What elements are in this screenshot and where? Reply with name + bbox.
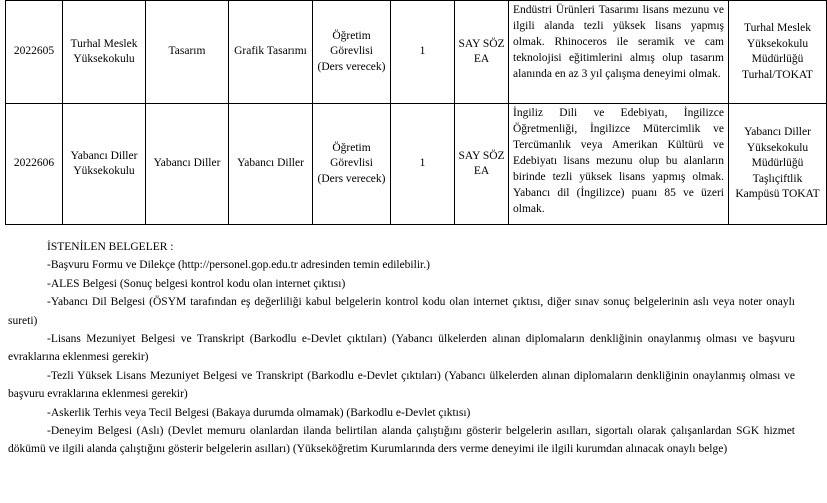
score-type: SAY SÖZ EA	[455, 1, 509, 104]
requirements-text: Endüstri Ürünleri Tasarımı lisans mezunu ve ilgili alanda tezli yüksek lisans yapmış olmak. Rhinoceros ile seramik ve cam teknolojisi eğitimlerini almış olup tasarım alanında en az 3 yıl çalışma deneyimi olmak.	[509, 1, 729, 104]
table-row	[6, 1, 827, 104]
position-title: Öğretim Görevlisi (Ders verecek)	[313, 104, 391, 225]
document-item-ales: -ALES Belgesi (Sonuç belgesi kontrol kodu olan internet çıktısı)	[47, 277, 346, 290]
position-code: 2022606	[6, 104, 63, 225]
application-address: Yabancı Diller Yüksekokulu Müdürlüğü Taşlıçiftlik Kampüsü TOKAT	[729, 104, 827, 225]
document-item-language: -Yabancı Dil Belgesi (ÖSYM tarafından eş değerliliği kabul belgelerin kontrol kodu olan internet çıktısı, diğer sınav sonuç belgelerinin aslı veya noter onaylı sureti)	[8, 296, 795, 327]
position-count: 1	[391, 104, 455, 225]
department-name: Tasarım	[146, 1, 229, 104]
department-name: Yabancı Diller	[146, 104, 229, 225]
required-documents-heading: İSTENİLEN BELGELER :	[47, 241, 174, 253]
unit-name: Yabancı Diller Yüksekokulu	[63, 104, 146, 225]
table-row	[6, 104, 827, 225]
document-item-experience: -Deneyim Belgesi (Aslı) (Devlet memuru olanlardan ilanda belirtilan alanda çalıştığını gösterir belgelerin asılları, sigortalı olarak çalışanlardan SGK hizmet dökümü ve ilgili alanda çalıştığını gösterir belgelerin asılları) (Yükseköğretim Kurumlarında ders verme deneyimi ile ilgili kurumdan alınacak onaylı belge)	[8, 425, 795, 456]
position-count: 1	[391, 1, 455, 104]
document-item-bachelor: -Lisans Mezuniyet Belgesi ve Transkript (Barkodlu e-Devlet çıktıları) (Yabancı ülkelerden alınan diplomaların denkliğinin onaylanmış olması ve başvuru evraklarına eklenmesi gerekir)	[8, 333, 795, 364]
document-item-military: -Askerlik Terhis veya Tecil Belgesi (Bakaya durumda olmamak) (Barkodlu e-Devlet çıktısı)	[47, 406, 471, 419]
position-title: Öğretim Görevlisi (Ders verecek)	[313, 1, 391, 104]
application-address: Turhal Meslek Yüksekokulu Müdürlüğü Turhal/TOKAT	[729, 1, 827, 104]
document-item-masters: -Tezli Yüksek Lisans Mezuniyet Belgesi ve Transkript (Barkodlu e-Devlet çıktıları) (Yabancı ülkelerden alınan diplomaların denkliğinin onaylanmış olması ve başvuru evraklarına eklenmesi gerekir)	[8, 369, 795, 401]
position-code: 2022605	[6, 1, 63, 104]
document-item-application-form: -Başvuru Formu ve Dilekçe (http://personel.gop.edu.tr adresinden temin edilebilir.)	[47, 259, 430, 272]
program-name: Grafik Tasarımı	[229, 1, 313, 104]
score-type: SAY SÖZ EA	[455, 104, 509, 225]
job-posting-table	[5, 0, 827, 225]
required-documents-section	[8, 238, 795, 459]
unit-name: Turhal Meslek Yüksekokulu	[63, 1, 146, 104]
requirements-text: İngiliz Dili ve Edebiyatı, İngilizce Öğretmenliği, İngilizce Mütercimlik ve Tercümanlık veya Amerikan Kültürü ve Edebiyatı lisans mezunu olup bu alanların birinde tezli yüksek lisans yapmış olmak. Yabancı dil (İngilizce) puanı 85 ve üzeri olmak.	[509, 104, 729, 225]
program-name: Yabancı Diller	[229, 104, 313, 225]
